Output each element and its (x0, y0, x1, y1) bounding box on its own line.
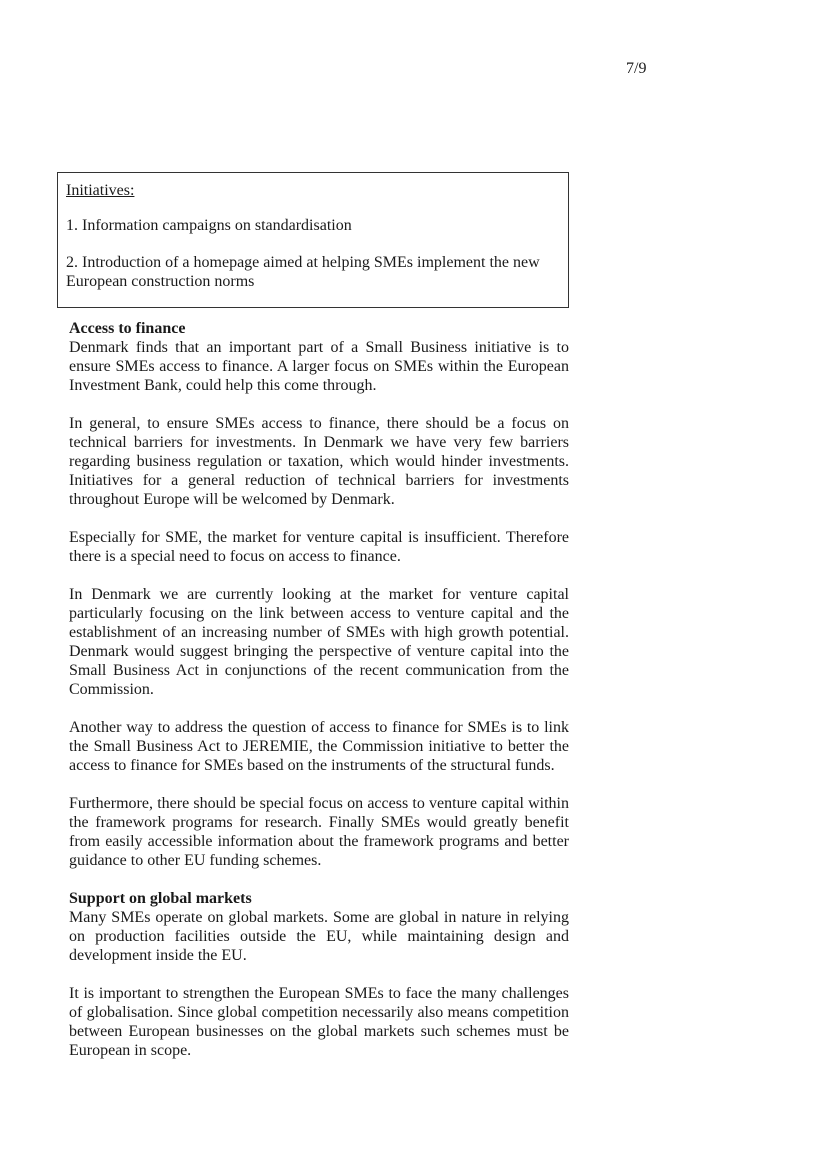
section-heading-global-markets: Support on global markets (69, 890, 252, 907)
paragraph: In Denmark we are currently looking at the market for venture capital particularly focusing on the link between access to venture capital and the establishment of an increasing number of SMEs with high growth potential. Denmark would suggest bringing the perspective of venture capital into the Small Business Act in conjunctions of the recent communication from the Commission. (69, 586, 569, 698)
paragraph: Denmark finds that an important part of a Small Business initiative is to ensure SMEs access to finance. A larger focus on SMEs within the European Investment Bank, could help this come through. (69, 339, 569, 394)
paragraph: In general, to ensure SMEs access to finance, there should be a focus on technical barriers for investments. In Denmark we have very few barriers regarding business regulation or taxation, which would hinder investments. Initiatives for a general reduction of technical barriers for investments throughout Europe will be welcomed by Denmark. (69, 415, 569, 508)
paragraph: It is important to strengthen the European SMEs to face the many challenges of globalisation. Since global competition necessarily also means competition between European businesses on the global markets such schemes must be European in scope. (69, 985, 569, 1059)
page-number: 7/9 (626, 60, 647, 77)
paragraph: Furthermore, there should be special focus on access to venture capital within the framework programs for research. Finally SMEs would greatly benefit from easily accessible information about the framework programs and better guidance to other EU funding schemes. (69, 795, 569, 869)
section-heading-access-to-finance: Access to finance (69, 320, 186, 337)
paragraph: Many SMEs operate on global markets. Some are global in nature in relying on production facilities outside the EU, while maintaining design and development inside the EU. (69, 909, 569, 964)
initiative-item: 1. Information campaigns on standardisation (66, 217, 352, 234)
initiatives-heading: Initiatives: (66, 182, 135, 199)
paragraph: Another way to address the question of access to finance for SMEs is to link the Small Business Act to JEREMIE, the Commission initiative to better the access to finance for SMEs based on the instruments of the structural funds. (69, 719, 569, 774)
initiatives-box (57, 172, 569, 308)
paragraph: Especially for SME, the market for venture capital is insufficient. Therefore there is a special need to focus on access to finance. (69, 529, 569, 565)
document-body (69, 319, 569, 1079)
initiative-item: 2. Introduction of a homepage aimed at helping SMEs implement the new European construction norms (66, 254, 540, 290)
